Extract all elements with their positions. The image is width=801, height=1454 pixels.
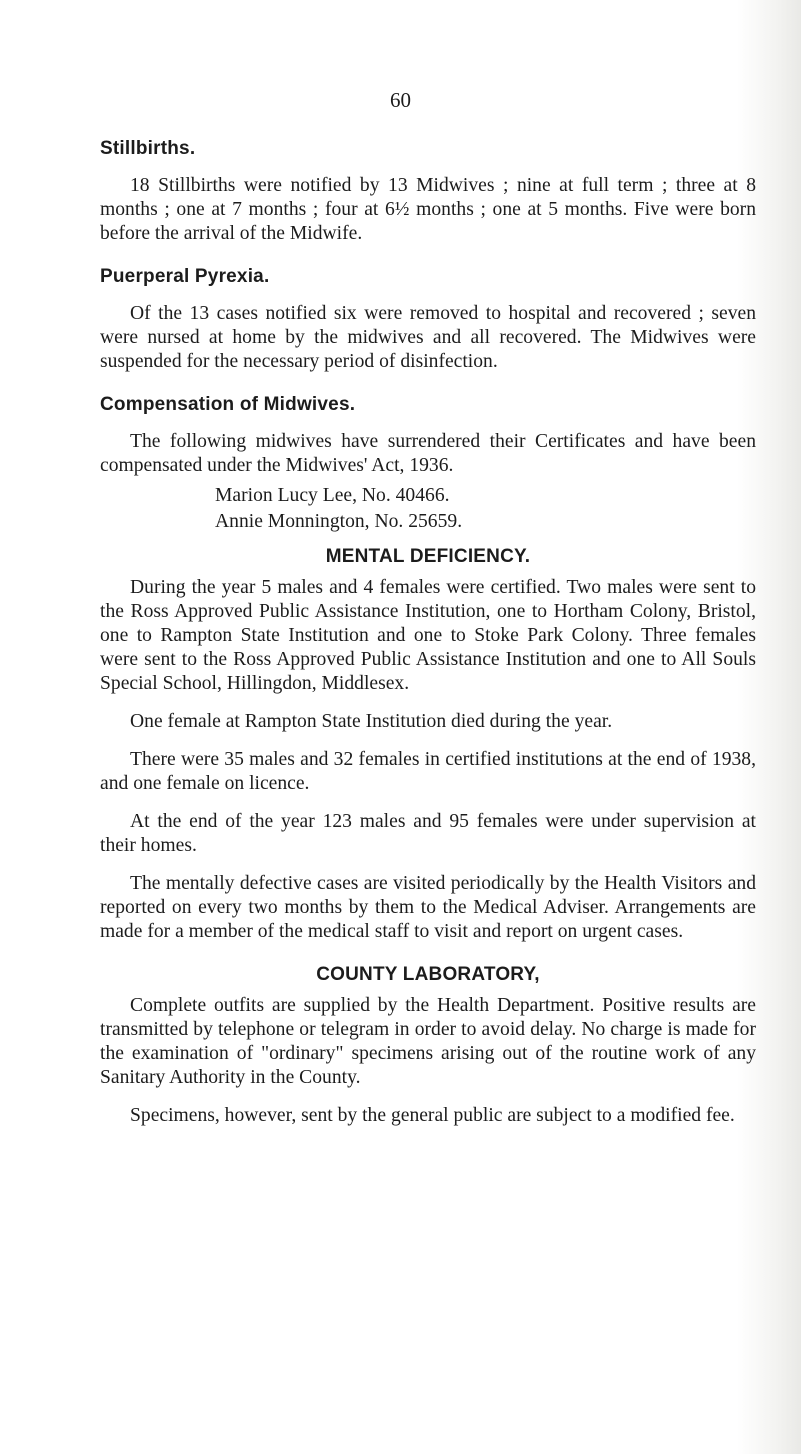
mental-deficiency-paragraph: The mentally defective cases are visited periodically by the Health Visitors and reported on every two months by them to the Medical Adviser. Arrangements are made for a member of the medical staff to visit and report on urgent cases. xyxy=(100,873,756,942)
puerperal-pyrexia-heading: Puerperal Pyrexia. xyxy=(100,266,270,287)
mental-deficiency-paragraph: One female at Rampton State Institution died during the year. xyxy=(130,711,613,732)
puerperal-pyrexia-section xyxy=(100,266,756,374)
county-laboratory-heading: COUNTY LABORATORY, xyxy=(316,964,540,985)
compensated-midwife-name: Annie Monnington, No. 25659. xyxy=(215,511,463,532)
county-laboratory-section xyxy=(100,964,756,1128)
stillbirths-paragraph: 18 Stillbirths were notified by 13 Midwives ; nine at full term ; three at 8 months ; one at 7 months ; four at 6½ months ; one at 5 months. Five were born before the arrival of the Midwife. xyxy=(100,175,756,244)
county-laboratory-paragraph: Complete outfits are supplied by the Health Department. Positive results are transmitted by telephone or telegram in order to avoid delay. No charge is made for the examination of "ordinary" specimens arising out of the routine work of any Sanitary Authority in the County. xyxy=(100,995,756,1088)
mental-deficiency-section xyxy=(100,546,756,944)
compensation-paragraph: The following midwives have surrendered their Certificates and have been compensated under the Midwives' Act, 1936. xyxy=(100,431,756,476)
mental-deficiency-paragraph: At the end of the year 123 males and 95 females were under supervision at their homes. xyxy=(100,811,756,856)
page-content xyxy=(100,138,756,1142)
county-laboratory-paragraph: Specimens, however, sent by the general public are subject to a modified fee. xyxy=(130,1105,735,1126)
compensation-section xyxy=(100,394,756,534)
page-number: 60 xyxy=(390,88,411,112)
stillbirths-heading: Stillbirths. xyxy=(100,138,196,159)
mental-deficiency-paragraph: During the year 5 males and 4 females were certified. Two males were sent to the Ross Approved Public Assistance Institution, one to Hortham Colony, Bristol, one to Rampton State Institution and one to Stoke Park Colony. Three females were sent to the Ross Approved Public Assistance Institution and one to All Souls Special School, Hillingdon, Middlesex. xyxy=(100,577,756,694)
compensated-midwife-name: Marion Lucy Lee, No. 40466. xyxy=(215,485,450,506)
stillbirths-section xyxy=(100,138,756,246)
puerperal-pyrexia-paragraph: Of the 13 cases notified six were removed to hospital and recovered ; seven were nursed at home by the midwives and all recovered. The Midwives were suspended for the necessary period of disinfection. xyxy=(100,303,756,372)
compensation-heading: Compensation of Midwives. xyxy=(100,394,356,415)
mental-deficiency-paragraph: There were 35 males and 32 females in certified institutions at the end of 1938, and one female on licence. xyxy=(100,749,756,794)
mental-deficiency-heading: MENTAL DEFICIENCY. xyxy=(325,546,531,567)
